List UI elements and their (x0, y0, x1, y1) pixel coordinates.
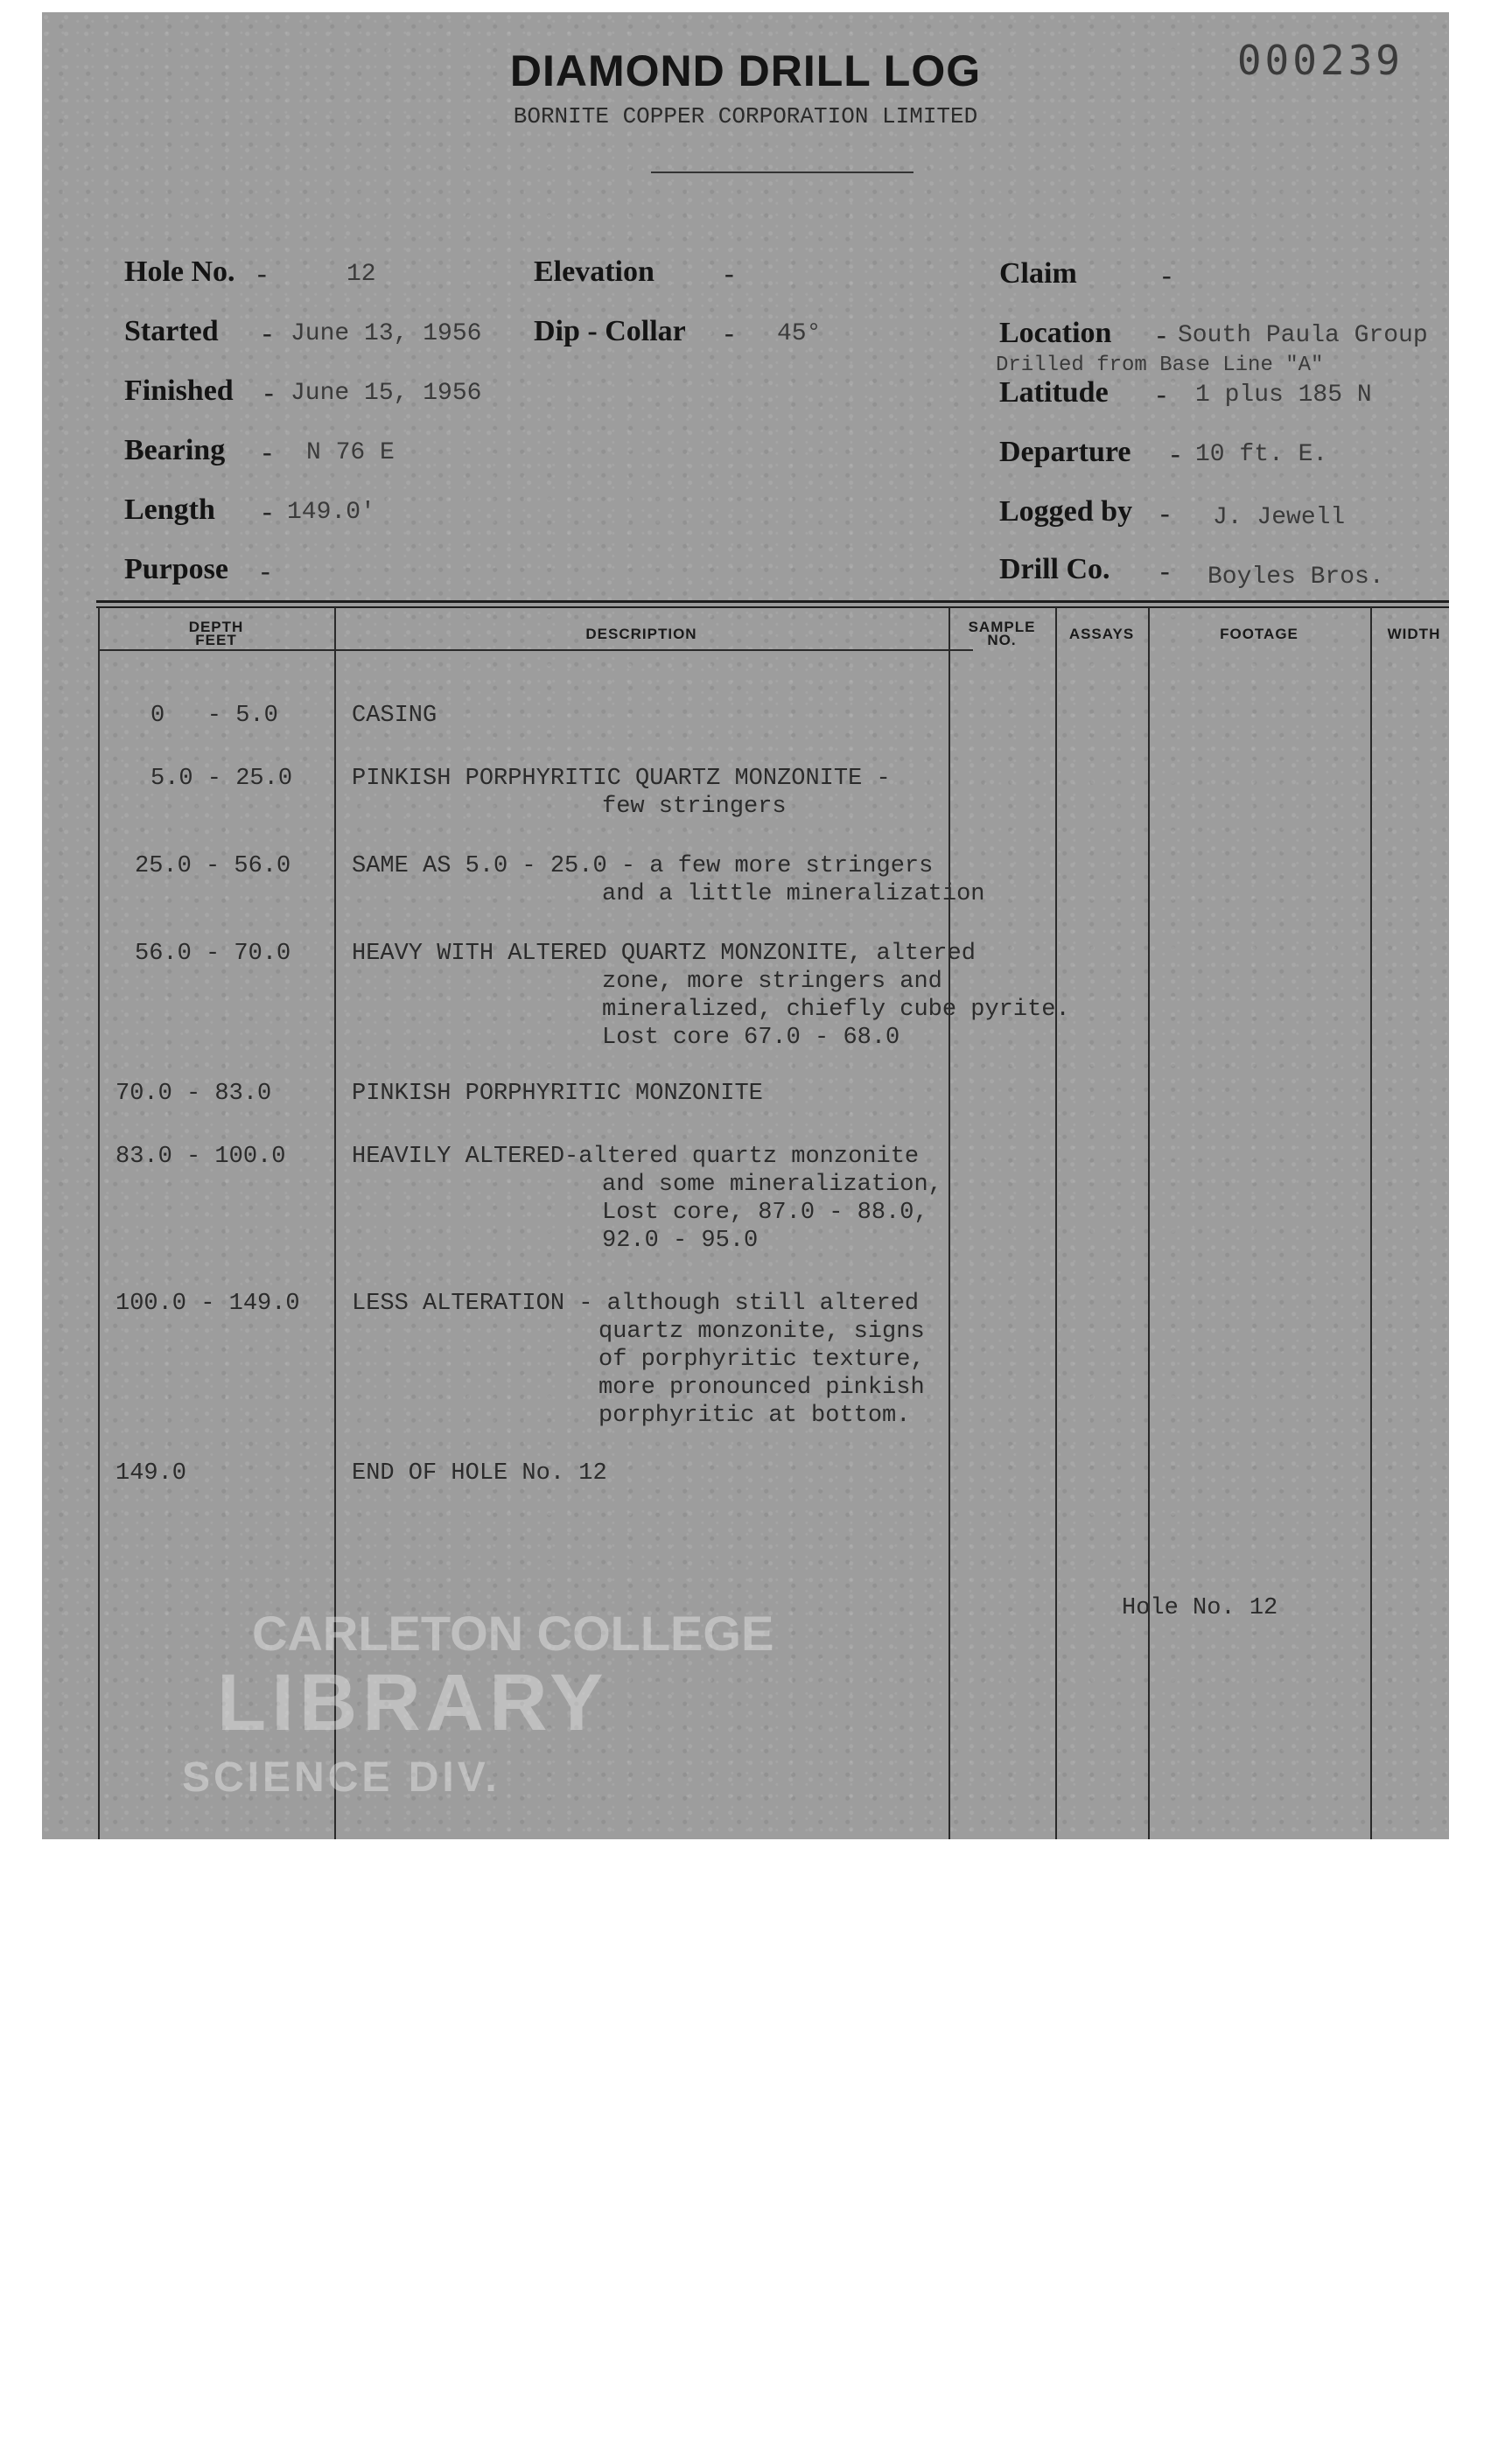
started-value: June 13, 1956 (290, 320, 482, 347)
column-border (1055, 607, 1057, 1839)
hole-no-dash: - (257, 257, 267, 289)
finished-value: June 15, 1956 (290, 380, 482, 407)
log-sheet (42, 12, 1449, 1839)
entry-line: mineralized, chiefly cube pyrite. (602, 997, 1070, 1023)
depth-column-header (98, 620, 334, 647)
entry-line: porphyritic at bottom. (598, 1403, 911, 1429)
column-border (98, 607, 100, 1839)
location-note: Drilled from Base Line "A" (996, 354, 1324, 377)
dip-collar-dash: - (724, 317, 734, 348)
location-value: South Paula Group (1178, 322, 1428, 349)
library-stamp (147, 1605, 777, 1832)
table-top-rule (96, 600, 1449, 603)
entry-line: more pronounced pinkish (598, 1375, 925, 1401)
latitude-dash: - (1157, 378, 1166, 410)
entry-line: CASING (352, 703, 438, 729)
sample-header-line2: NO. (987, 632, 1017, 648)
document-number: 000239 (1236, 37, 1404, 84)
dip-collar-value: 45° (777, 320, 822, 347)
entry-line: zone, more stringers and (602, 969, 942, 995)
footage-column-header: FOOTAGE (1220, 626, 1298, 642)
entry-line: Lost core 67.0 - 68.0 (602, 1025, 900, 1051)
departure-dash: - (1171, 438, 1180, 469)
started-label: Started (124, 315, 219, 347)
location-label: Location (999, 317, 1112, 349)
bearing-value: N 76 E (306, 439, 395, 466)
entry-depth: 56.0 - 70.0 (135, 941, 291, 967)
latitude-value: 1 plus 185 N (1195, 382, 1372, 409)
entry-depth: 100.0 - 149.0 (116, 1291, 300, 1317)
table-top-rule-inner (96, 606, 1449, 608)
logged-by-value: J. Jewell (1213, 504, 1346, 531)
bearing-label: Bearing (124, 434, 226, 466)
entry-line: HEAVY WITH ALTERED QUARTZ MONZONITE, altered (352, 941, 976, 967)
started-dash: - (262, 317, 272, 348)
drill-co-label: Drill Co. (999, 553, 1110, 585)
entry-line: quartz monzonite, signs (598, 1319, 925, 1345)
entry-line: PINKISH PORPHYRITIC QUARTZ MONZONITE - (352, 766, 891, 792)
elevation-label: Elevation (534, 256, 654, 288)
logged-by-label: Logged by (999, 495, 1133, 528)
sample-header-line1: SAMPLE (968, 619, 1036, 635)
entry-line: Lost core, 87.0 - 88.0, (602, 1200, 928, 1226)
entry-line: END OF HOLE No. 12 (352, 1460, 607, 1487)
header-separator-left (98, 649, 973, 651)
entry-line: and some mineralization, (602, 1172, 942, 1198)
location-dash: - (1157, 318, 1166, 350)
departure-value: 10 ft. E. (1195, 441, 1328, 468)
assays-column-header: ASSAYS (1068, 626, 1135, 642)
drill-co-dash: - (1160, 555, 1170, 586)
length-dash: - (262, 495, 272, 527)
company-name: BORNITE COPPER CORPORATION LIMITED (513, 103, 978, 130)
dip-collar-label: Dip - Collar (534, 315, 686, 347)
column-border (1148, 607, 1150, 1839)
stamp-line3: SCIENCE DIV. (182, 1754, 500, 1801)
column-border (948, 607, 950, 1839)
entry-line: PINKISH PORPHYRITIC MONZONITE (352, 1081, 763, 1107)
entry-depth: 5.0 - 25.0 (150, 766, 293, 792)
entry-line: and a little mineralization (602, 881, 985, 907)
footer-note: Hole No. 12 (1122, 1595, 1278, 1621)
title-underline (651, 172, 914, 173)
bearing-dash: - (262, 436, 272, 467)
entry-depth: 149.0 (116, 1460, 187, 1487)
logged-by-dash: - (1160, 497, 1170, 528)
entry-line: 92.0 - 95.0 (602, 1228, 759, 1254)
description-column-header: DESCRIPTION (585, 626, 697, 642)
entry-depth: 0 - 5.0 (150, 703, 278, 729)
hole-no-label: Hole No. (124, 256, 235, 288)
entry-line: SAME AS 5.0 - 25.0 - a few more stringers (352, 853, 934, 879)
drill-co-value: Boyles Bros. (1208, 564, 1384, 591)
stamp-line2: LIBRARY (217, 1658, 609, 1747)
entry-depth: 83.0 - 100.0 (116, 1144, 286, 1170)
latitude-label: Latitude (999, 376, 1109, 409)
purpose-dash: - (261, 555, 270, 586)
entry-line: of porphyritic texture, (598, 1347, 925, 1373)
length-value: 149.0' (287, 499, 375, 526)
elevation-dash: - (724, 257, 734, 289)
depth-header-line2: FEET (195, 632, 237, 648)
sample-column-header (948, 620, 1055, 647)
depth-header-line1: DEPTH (188, 619, 244, 635)
entry-line: few stringers (602, 794, 787, 820)
entry-line: HEAVILY ALTERED-altered quartz monzonite (352, 1144, 920, 1170)
width-column-header: WIDTH (1387, 626, 1441, 642)
hole-no-value: 12 (346, 261, 376, 288)
column-border (1370, 607, 1372, 1839)
finished-dash: - (264, 376, 274, 408)
claim-dash: - (1162, 259, 1172, 290)
departure-label: Departure (999, 436, 1131, 468)
purpose-label: Purpose (124, 553, 228, 585)
page-title: DIAMOND DRILL LOG (509, 46, 982, 95)
finished-label: Finished (124, 374, 234, 407)
stamp-line1: CARLETON COLLEGE (252, 1606, 774, 1661)
claim-label: Claim (999, 257, 1077, 290)
length-label: Length (124, 494, 215, 526)
entry-depth: 70.0 - 83.0 (116, 1081, 272, 1107)
entry-depth: 25.0 - 56.0 (135, 853, 291, 879)
entry-line: LESS ALTERATION - although still altered (352, 1291, 920, 1317)
